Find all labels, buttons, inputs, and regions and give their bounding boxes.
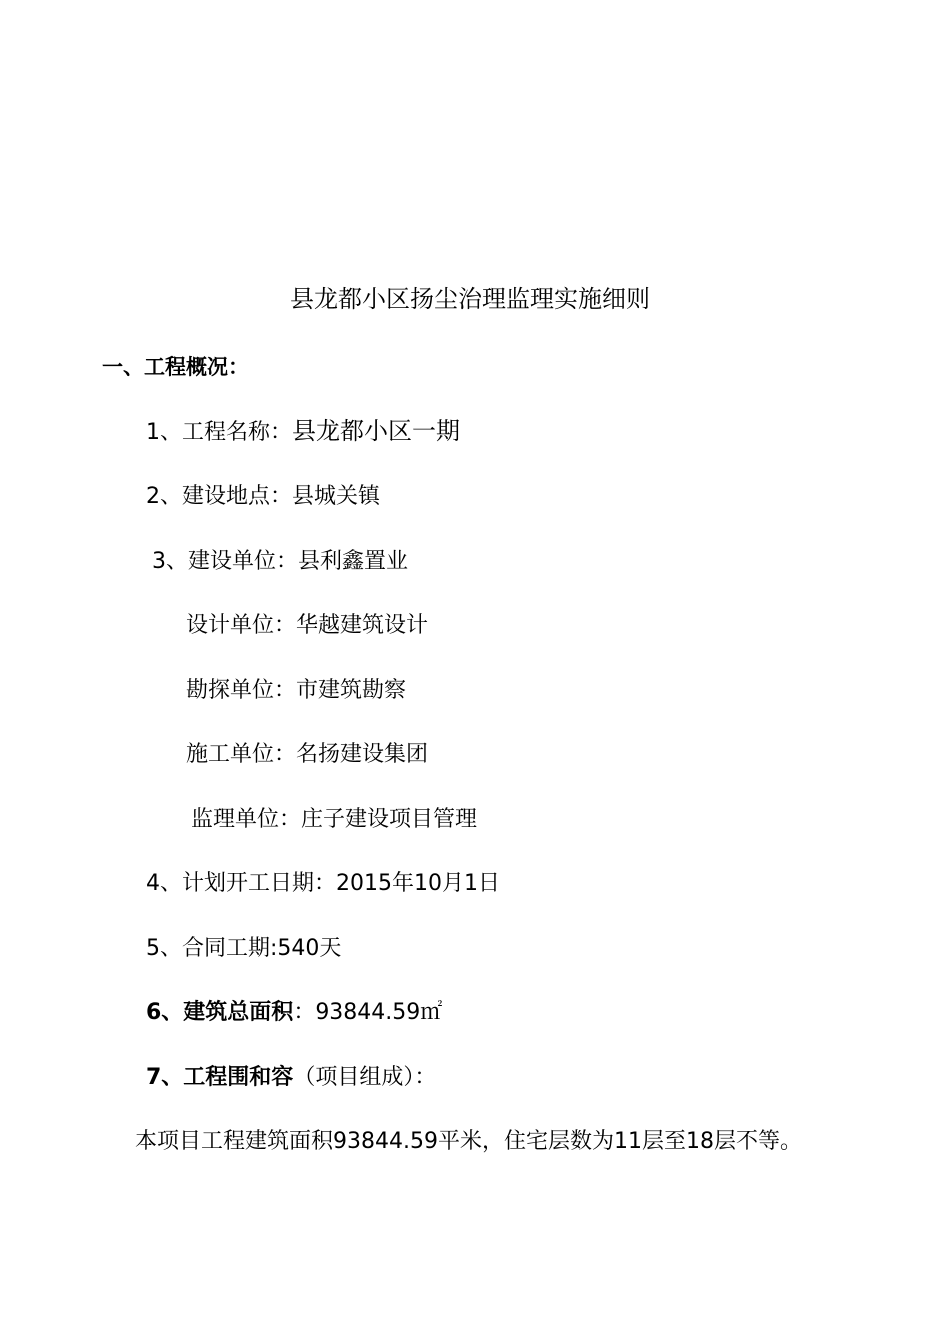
supervision-row [191, 805, 477, 835]
construction-row [186, 740, 428, 770]
builder-label: 3、建设单位： [152, 549, 298, 574]
duration-row [146, 934, 341, 964]
survey-value: 市建筑勘察 [296, 678, 407, 703]
area-label: 6、建筑总面积 [146, 1000, 294, 1025]
scope-paragraph: 本项目工程建筑面积93844.59平米，住宅层数为11层至18层不等。 [135, 1129, 802, 1154]
builder-value: 县利鑫置业 [298, 549, 409, 574]
supervision-label: 监理单位： [191, 807, 302, 832]
project-name-row [146, 416, 460, 448]
builder-row [152, 547, 408, 577]
scope-value: （项目组成）： [293, 1065, 437, 1090]
survey-label: 勘探单位： [186, 678, 297, 703]
area-value: ：93844.59㎡ [293, 1000, 443, 1025]
construction-value: 名扬建设集团 [296, 742, 429, 767]
duration-value: 540天 [277, 936, 342, 961]
supervision-value: 庄子建设项目管理 [301, 807, 478, 832]
location-label: 2、建设地点： [146, 484, 292, 509]
project-name-value: 县龙都小区一期 [292, 417, 460, 445]
location-value: 县城关镇 [292, 484, 381, 509]
start-date-value: 2015年10月1日 [336, 871, 500, 896]
scope-label: 7、工程围和容 [146, 1065, 294, 1090]
designer-value: 华越建筑设计 [296, 613, 429, 638]
document-title: 县龙都小区扬尘治理监理实施细则 [290, 285, 650, 313]
start-date-row [146, 869, 500, 899]
survey-row [186, 676, 406, 706]
designer-label: 设计单位： [186, 613, 297, 638]
area-row [146, 998, 442, 1028]
construction-label: 施工单位： [186, 742, 297, 767]
project-name-label: 1、工程名称： [146, 420, 292, 445]
section-heading-overview: 一、工程概况： [102, 355, 249, 379]
duration-label: 5、合同工期: [146, 936, 278, 961]
scope-row [146, 1063, 436, 1093]
location-row [146, 482, 380, 512]
designer-row [186, 611, 428, 641]
start-date-label: 4、计划开工日期： [146, 871, 336, 896]
